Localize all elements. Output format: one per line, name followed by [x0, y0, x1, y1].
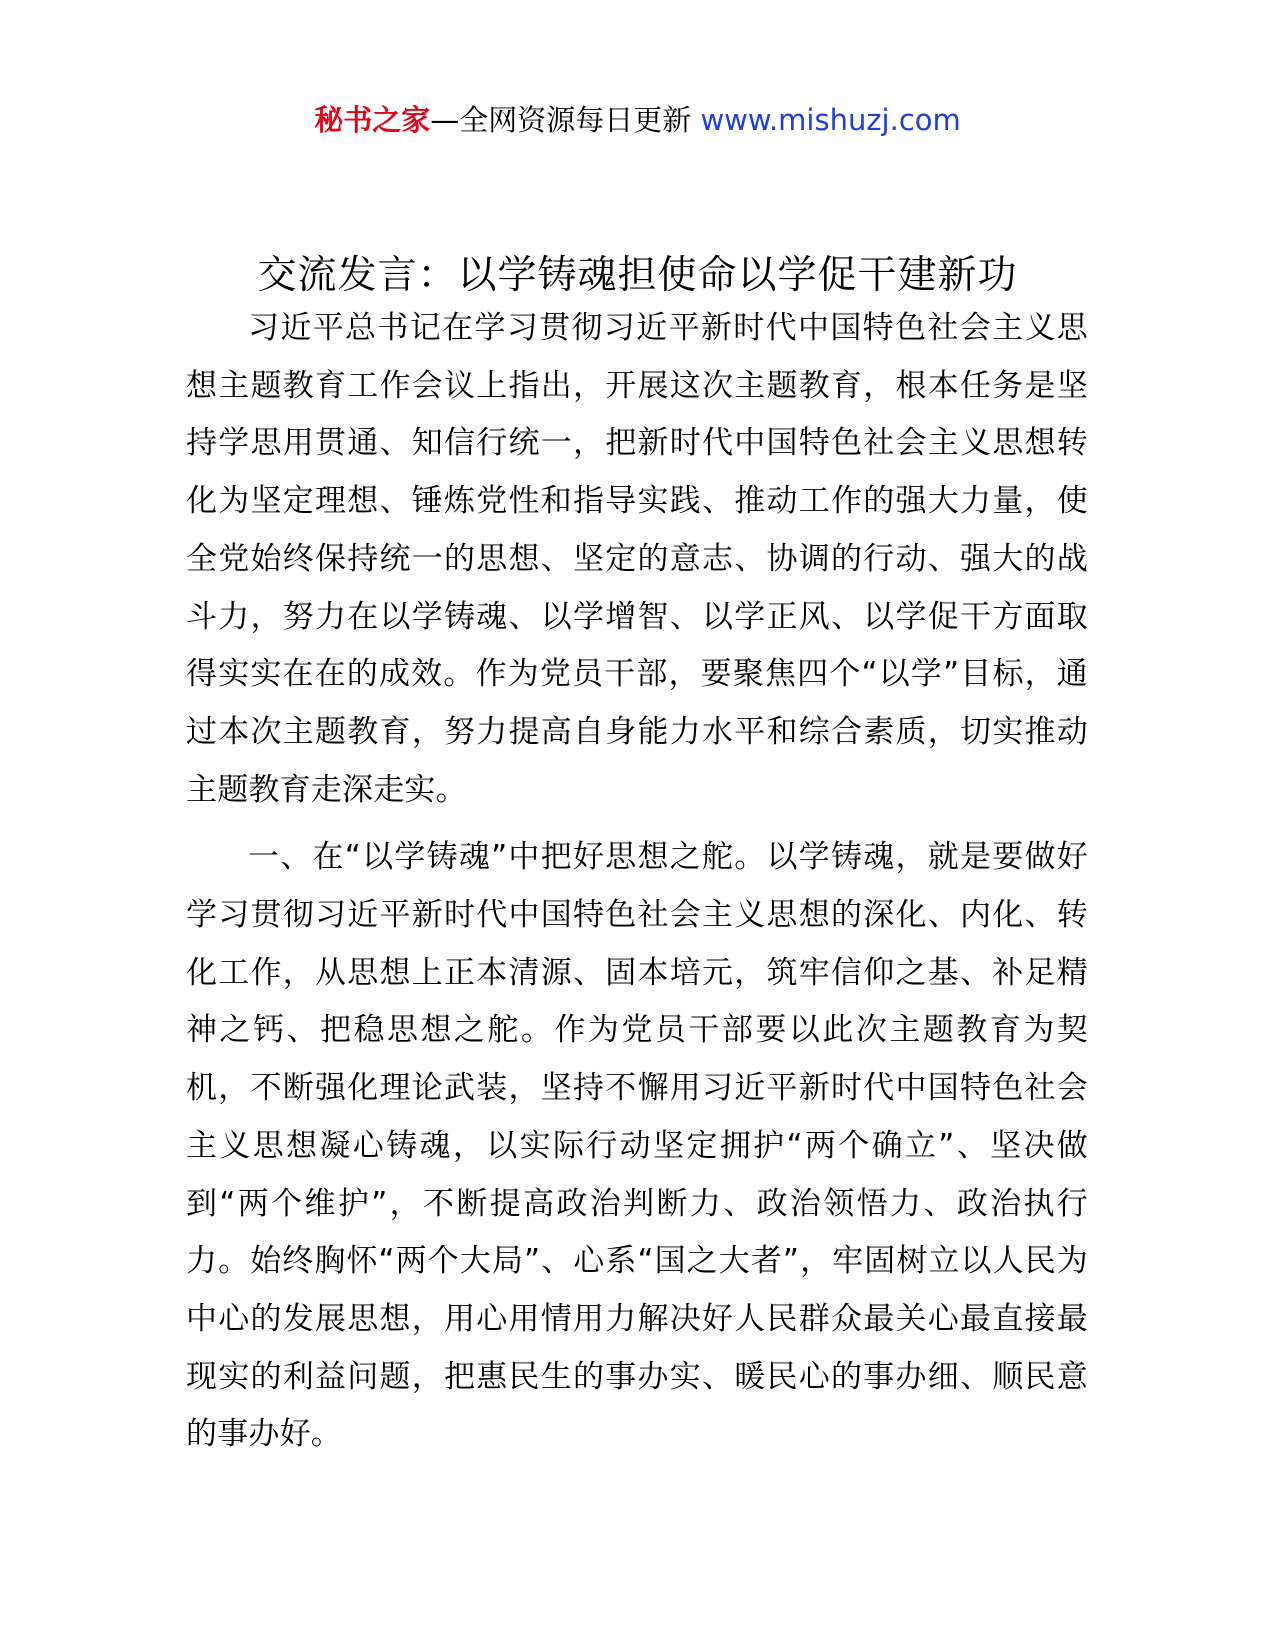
paragraph-section-1: 一、在“以学铸魂”中把好思想之舵。以学铸魂，就是要做好学习贯彻习近平新时代中国特色社会主义思想的深化、内化、转化工作，从思想上正本清源、固本培元，筑牢信仰之基、补足精神之钙、把稳思想之舵。作为党员干部要以此次主题教育为契机，不断强化理论武装，坚持不懈用习近平新时代中国特色社会主义思想凝心铸魂，以实际行动坚定拥护“两个确立”、坚决做到“两个维护”，不断提高政治判断力、政治领悟力、政治执行力。始终胸怀“两个大局”、心系“国之大者”，牢固树立以人民为中心的发展思想，用心用情用力解决好人民群众最关心最直接最现实的利益问题，把惠民生的事办实、暖民心的事办细、顺民意的事办好。 [186, 839, 1088, 1453]
document-title: 交流发言：以学铸魂担使命以学促干建新功 [257, 253, 1018, 299]
brand-name: 秘书之家 [314, 103, 431, 137]
site-header [0, 100, 1275, 140]
paragraph-intro: 习近平总书记在学习贯彻习近平新时代中国特色社会主义思想主题教育工作会议上指出，开展这次主题教育，根本任务是坚持学思用贯通、知信行统一，把新时代中国特色社会主义思想转化为坚定理想、锤炼党性和指导实践、推动工作的强大力量，使全党始终保持统一的思想、坚定的意志、协调的行动、强大的战斗力，努力在以学铸魂、以学增智、以学正风、以学促干方面取得实实在在的成效。作为党员干部，要聚焦四个“以学”目标，通过本次主题教育，努力提高自身能力水平和综合素质，切实推动主题教育走深走实。 [186, 310, 1088, 808]
document-body [186, 300, 1088, 1474]
site-url-link[interactable]: www.mishuzj.com [700, 103, 961, 137]
header-tagline: —全网资源每日更新 [430, 103, 701, 137]
